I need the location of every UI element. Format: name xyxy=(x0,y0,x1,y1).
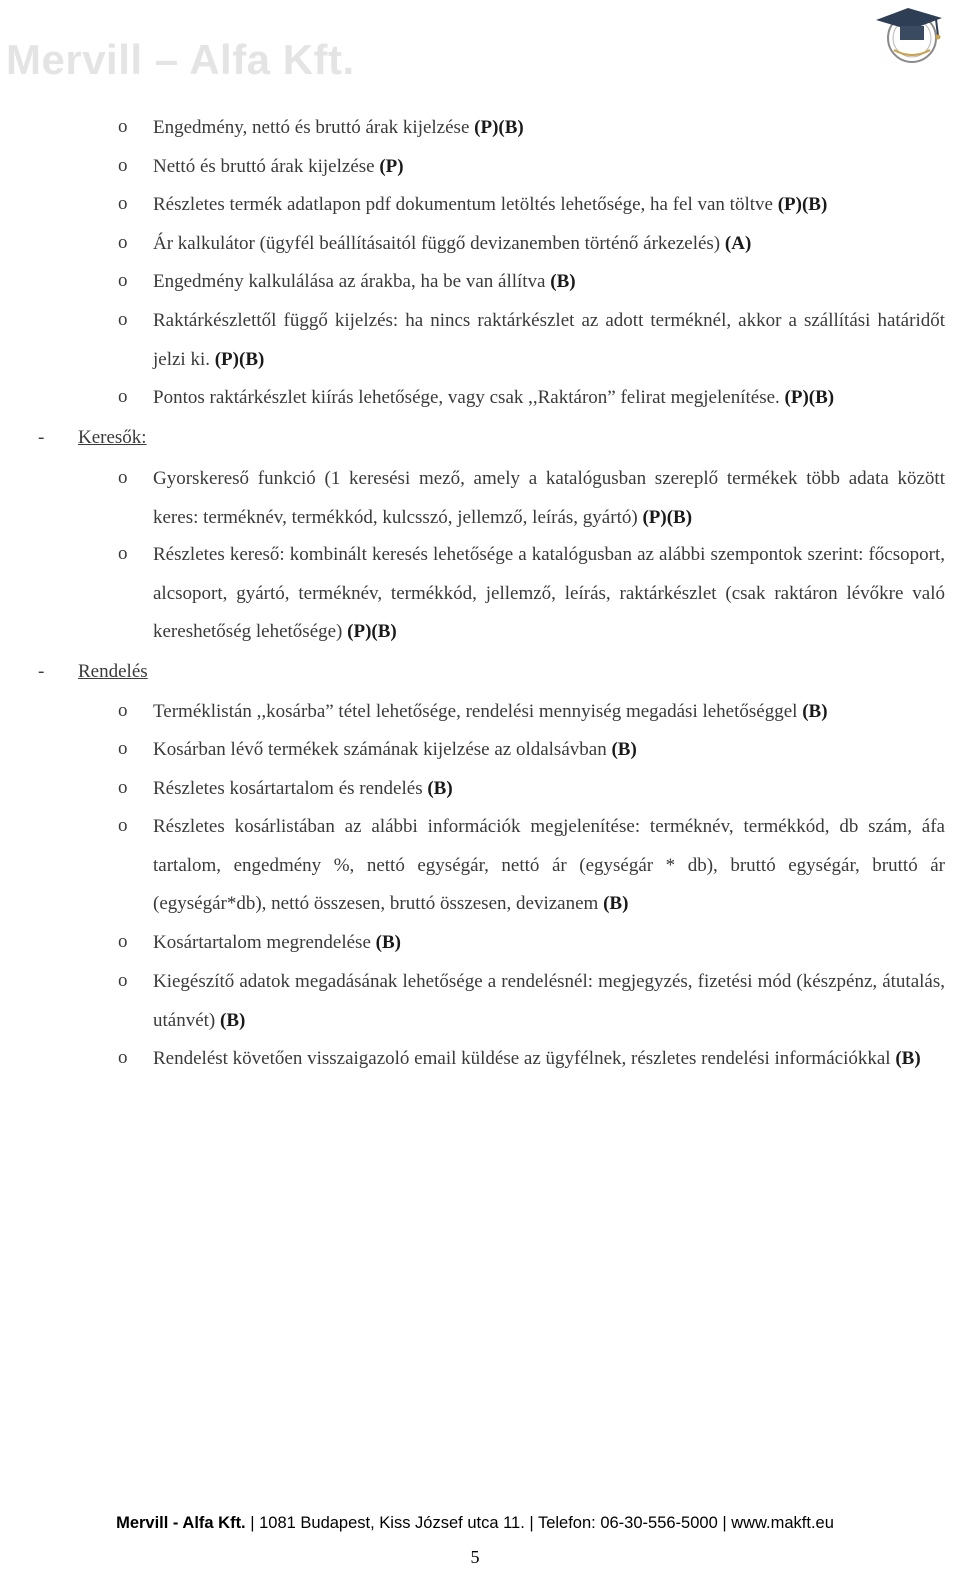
list-item-text: Részletes kereső: kombinált keresés lehetősége a katalógusban az alábbi szempontok szerint: főcsoport, alcsoport, gyártó, terméknév, termékkód, jellemző, leírás, raktárkészlet (csak raktáron lévőkre való kereshetőség lehetősége) xyxy=(153,544,945,643)
list-item xyxy=(153,109,945,148)
list-item-text: Kosárban lévő termékek számának kijelzése az oldalsávban xyxy=(153,739,612,760)
section-dash: - xyxy=(38,427,45,448)
list-item xyxy=(153,731,945,770)
list-item-text: Engedmény, nettó és bruttó árak kijelzése xyxy=(153,117,475,138)
list-item xyxy=(153,770,945,809)
list-item-text: Részletes kosárlistában az alábbi információk megjelenítése: terméknév, termékkód, db szám, áfa tartalom, engedmény %, nettó egységár, nettó ár (egységár * db), bruttó egységár, bruttó ár (egységár*db), nettó összesen, bruttó összesen, devizanem xyxy=(153,816,945,915)
section-dash: - xyxy=(38,661,45,682)
bullet-icon: o xyxy=(118,777,128,798)
list-item-tag: (B) xyxy=(220,1009,246,1031)
bullet-icon: o xyxy=(118,232,128,253)
list-item xyxy=(153,225,945,264)
section-heading-rendeles: Rendelés xyxy=(78,661,148,682)
list-item-tag: (B) xyxy=(603,893,629,915)
list-item-text: Kosártartalom megrendelése xyxy=(153,932,376,953)
list-item-text: Engedmény kalkulálása az árakba, ha be van állítva xyxy=(153,271,551,292)
list-item xyxy=(153,263,945,302)
bullet-icon: o xyxy=(118,467,128,488)
list-item xyxy=(153,186,945,225)
list-item-tag: (P) xyxy=(379,156,404,177)
bullet-icon: o xyxy=(118,970,128,991)
list-item xyxy=(153,536,945,652)
list-item-text: Raktárkészlettől függő kijelzés: ha nincs raktárkészlet az adott terméknél, akkor a szállítási határidőt jelzi ki. xyxy=(153,310,945,370)
bullet-icon: o xyxy=(118,116,128,137)
footer-company: Mervill - Alfa Kft. xyxy=(116,1514,246,1532)
list-item-tag: (B) xyxy=(611,739,637,760)
bullet-icon: o xyxy=(118,815,128,836)
bullet-icon: o xyxy=(118,386,128,407)
list-item-text: Gyorskereső funkció (1 keresési mező, amely a katalógusban szereplő termékek több adata között keres: terméknév, termékkód, kulcsszó, jellemző, leírás, gyártó) xyxy=(153,468,945,528)
list-item-tag: (P)(B) xyxy=(777,194,828,215)
list-item-tag: (P)(B) xyxy=(784,387,835,408)
list-item-tag: (B) xyxy=(802,701,828,722)
list-item xyxy=(153,924,945,963)
list-item-text: Rendelést követően visszaigazoló email küldése az ügyfélnek, részletes rendelési információkkal xyxy=(153,1048,896,1069)
list-item-text: Terméklistán ,,kosárba” tétel lehetősége, rendelési mennyiség megadási lehetőséggel xyxy=(153,701,803,722)
page-number: 5 xyxy=(470,1547,480,1567)
bullet-icon: o xyxy=(118,543,128,564)
list-item-text: Nettó és bruttó árak kijelzése xyxy=(153,156,380,177)
list-item-text: Részletes kosártartalom és rendelés xyxy=(153,778,428,799)
list-item-tag: (B) xyxy=(375,932,401,953)
list-item xyxy=(153,808,945,924)
bullet-icon: o xyxy=(118,1047,128,1068)
list-item-text: Pontos raktárkészlet kiírás lehetősége, vagy csak ,,Raktáron” felirat megjelenítése. xyxy=(153,387,785,408)
footer-contact: | 1081 Budapest, Kiss József utca 11. | Telefon: 06-30-556-5000 | www.makft.eu xyxy=(245,1514,834,1532)
list-item xyxy=(153,460,945,537)
list-item-tag: (P)(B) xyxy=(214,348,265,370)
list-item-tag: (B) xyxy=(427,778,453,799)
list-item xyxy=(153,1040,945,1079)
list-item xyxy=(153,693,945,732)
bullet-icon: o xyxy=(118,155,128,176)
list-item-text: Részletes termék adatlapon pdf dokumentum letöltés lehetősége, ha fel van töltve xyxy=(153,194,778,215)
bullet-icon: o xyxy=(118,270,128,291)
list-item xyxy=(153,379,945,418)
bullet-icon: o xyxy=(118,931,128,952)
bullet-icon: o xyxy=(118,700,128,721)
company-title: Mervill – Alfa Kft. xyxy=(6,36,355,83)
section-heading-keresok: Keresők: xyxy=(78,427,147,448)
list-item-tag: (B) xyxy=(895,1048,921,1069)
page-footer xyxy=(0,1514,950,1533)
list-item-tag: (P)(B) xyxy=(474,117,524,138)
list-item xyxy=(153,302,945,379)
list-item-tag: (B) xyxy=(550,271,576,292)
bullet-icon: o xyxy=(118,193,128,214)
list-item-text: Ár kalkulátor (ügyfél beállításaitól függő devizanemben történő árkezelés) xyxy=(153,233,725,254)
bullet-icon: o xyxy=(118,738,128,759)
company-logo xyxy=(872,4,944,64)
bullet-icon: o xyxy=(118,309,128,330)
list-item-tag: (P)(B) xyxy=(642,506,693,528)
list-item xyxy=(153,963,945,1040)
list-item-tag: (A) xyxy=(724,233,752,254)
list-item-tag: (P)(B) xyxy=(347,621,397,643)
list-item-text: Kiegészítő adatok megadásának lehetősége a rendelésnél: megjegyzés, fizetési mód (készpénz, átutalás, utánvét) xyxy=(153,971,945,1031)
list-item xyxy=(153,148,945,187)
